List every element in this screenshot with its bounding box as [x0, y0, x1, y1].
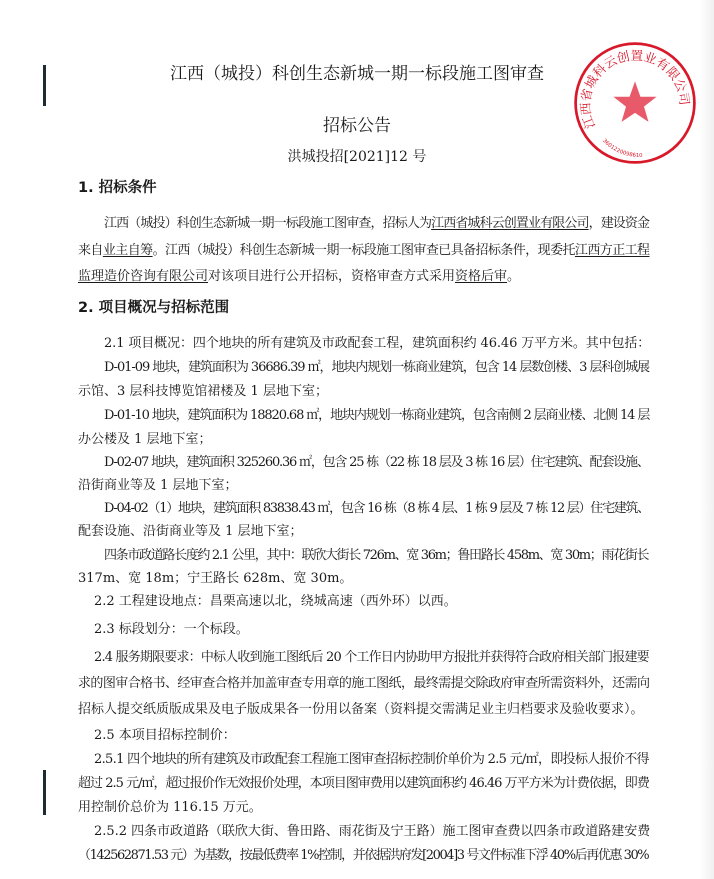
paragraph-line: 用控制价总价为 116.15 万元。	[78, 800, 262, 815]
underlined-field: 监理造价咨询有限公司	[78, 269, 209, 284]
paragraph-line: 2.3 标段划分：一个标段。	[94, 622, 249, 637]
paragraph-line: 2.2 工程建设地点：昌栗高速以北，绕城高速（西外环）以西。	[94, 594, 457, 609]
underlined-field: 业主自筹	[102, 243, 153, 258]
text-segment: 对该项目进行公开招标，资格审查方式采用	[208, 269, 456, 284]
binding-mark	[43, 770, 46, 815]
paragraph-line: 示馆、3 层科技博览馆裙楼及 1 层地下室；	[78, 384, 328, 399]
seal-code: 3601220098610	[601, 137, 643, 160]
paragraph-line: 2.1 项目概况：四个地块的所有建筑及市政配套工程，建筑面积约 46.46 万平方米。其中包括：	[104, 336, 651, 351]
paragraph-line: 求的图审合格书、经审查合格并加盖审查专用章的施工图纸，最终需提交除政府审查所需资料外，还需向	[78, 676, 650, 691]
paragraph-line: 2.5 本项目招标控制价：	[94, 728, 236, 743]
seal-text: 江西省城科云创置业有限公司	[577, 47, 693, 131]
document-subtitle: 招标公告	[323, 116, 391, 136]
paragraph-line: 超过 2.5 元/㎡，超过报价作无效报价处理，本项目图审费用以建筑面积约 46.46 万平方米为计费依据，即费	[78, 776, 649, 791]
paragraph-line: 配套设施、沿街商业等及 1 层地下室；	[78, 524, 303, 539]
underlined-field: 资格后审	[455, 269, 508, 284]
paragraph-line: （142562871.53 元）为基数，按最低费率 1%控制，并依据洪府发[2004]3 号文件标准下浮 40%后再优惠 30%	[78, 848, 649, 863]
paragraph-line	[78, 243, 649, 259]
paragraph-line: D-01-09 地块，建筑面积为 36686.39 ㎡，地块内规划一栋商业建筑，包含 14 层数创楼、3 层科创城展	[104, 360, 650, 375]
paragraph-line: D-02-07 地块，建筑面积 325260.36 ㎡，包含 25 栋（22 栋 18 层及 3 栋 16 层）住宅建筑、配套设施、	[104, 455, 649, 470]
paragraph-line	[78, 269, 520, 285]
star-icon	[613, 81, 656, 122]
paragraph-line: 办公楼及 1 层地下室；	[78, 432, 212, 447]
paragraph-line: 2.5.2 四条市政道路（联欣大街、鲁田路、雨花街及宁王路）施工图审查费以四条市政道路建安费	[94, 824, 651, 839]
underlined-field: 江西省城科云创置业有限公司	[431, 216, 589, 231]
document-title: 江西（城投）科创生态新城一期一标段施工图审查	[170, 64, 544, 84]
text-segment: 江西（城投）科创生态新城一期一标段施工图审查，招标人为	[104, 216, 432, 231]
paragraph-line: D-04-02（1）地块，建筑面积 83838.43 ㎡，包含 16 栋（8 栋 4 层、1 栋 9 层及 7 栋 12 层）住宅建筑、	[104, 501, 649, 516]
paragraph-line: 2.5.1 四个地块的所有建筑及市政配套工程施工图审查招标控制价单价为 2.5 元/㎡，即投标人报价不得	[94, 752, 649, 767]
text-segment: 。	[507, 269, 521, 284]
paragraph-line: 317m、宽 18m；宁王路长 628m、宽 30m。	[78, 571, 353, 586]
paragraph-line: 四条市政道路长度约 2.1 公里，其中：联欣大街长 726m、宽 36m；鲁田路长 458m、宽 30m；雨花街长	[104, 548, 649, 563]
paragraph-line: D-01-10 地块，建筑面积为 18820.68 ㎡，地块内规划一栋商业建筑，包含南侧 2 层商业楼、北侧 14 层	[104, 408, 650, 423]
paragraph-line: 2.4 服务期限要求：中标人收到施工图纸后 20 个工作日内协助甲方报批并获得符合政府相关部门报建要	[94, 650, 649, 665]
document-number: 洪城投招[2021]12 号	[287, 149, 427, 165]
section-1-heading: 1. 招标条件	[78, 180, 157, 196]
company-seal	[572, 40, 698, 166]
text-segment: 。江西（城投）科创生态新城一期一标段施工图审查已具备招标条件，现委托	[152, 243, 575, 258]
text-segment: 来自	[78, 243, 103, 258]
paragraph-line	[104, 216, 649, 232]
paragraph-line: 招标人提交纸质版成果及电子版成果各一份用以备案（资料提交需满足业主归档要求及验收要求）。	[78, 702, 644, 717]
section-2-heading: 2. 项目概况与招标范围	[78, 300, 230, 316]
underlined-field: 江西方正工程	[574, 243, 650, 258]
paragraph-line: 沿街商业等及 1 层地下室；	[78, 478, 238, 493]
text-segment: ，建设资金	[588, 216, 650, 231]
